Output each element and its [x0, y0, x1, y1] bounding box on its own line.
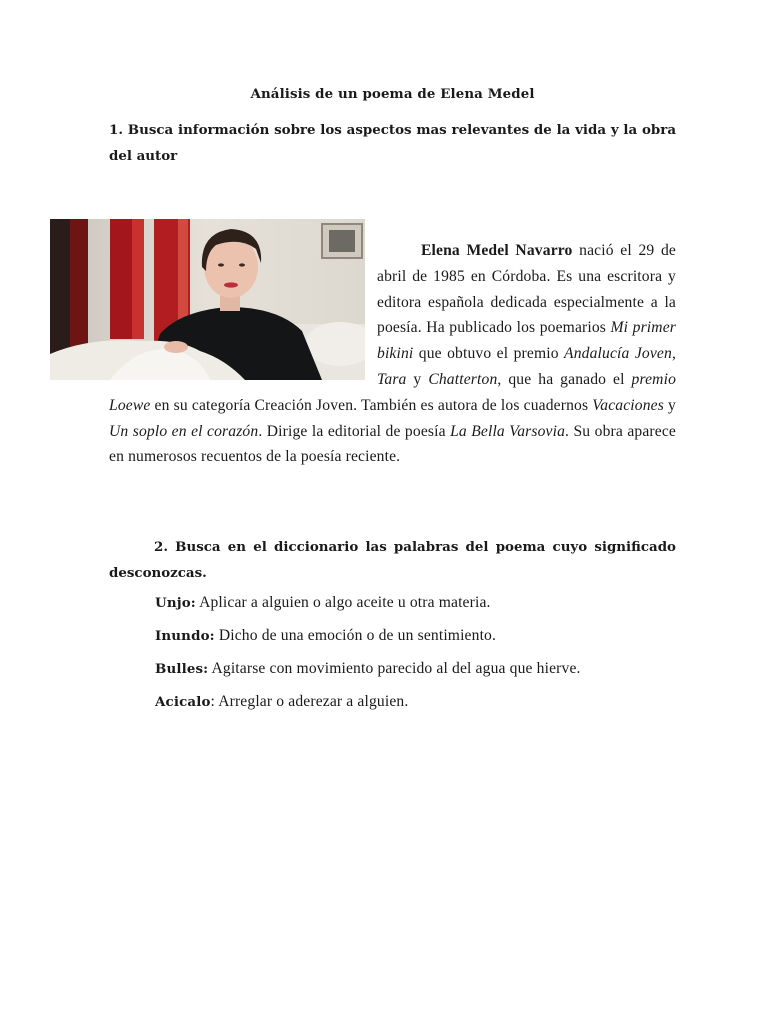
document-title: Análisis de un poema de Elena Medel [250, 86, 535, 102]
bio-text: , que ha ganado el [497, 370, 632, 388]
bio-text: que obtuvo el premio [413, 345, 565, 363]
definition-text: Agitarse con movimiento parecido al del agua que hierve. [208, 660, 581, 677]
prize-name: Andalucía Joven [564, 345, 672, 363]
bio-text: . Dirige la editorial de poesía [258, 422, 451, 440]
bio-text: en su categoría Creación Joven. También es autora de los cuadernos [150, 396, 593, 414]
book-title: Un soplo en el corazón [109, 422, 259, 440]
definition-text: Dicho de una emoción o de un sentimiento. [214, 627, 497, 644]
definition-term: Unjo: [155, 595, 196, 611]
definition-item [155, 594, 491, 612]
bio-text: , [671, 345, 676, 363]
definition-term: Inundo: [155, 628, 215, 644]
definition-item [155, 693, 408, 711]
book-title: Vacaciones [592, 396, 664, 414]
definition-item [155, 627, 496, 645]
book-title: Tara [377, 370, 407, 388]
definition-term: Bulles: [155, 661, 209, 677]
bio-text: nació el 29 de abril de 1985 en Córdoba. Es una escritora y editora española dedicada especialmente a la poesía. Ha publicado los poemarios [377, 242, 676, 337]
book-title: Mi primer bikini [377, 319, 676, 363]
bio-text: y [406, 370, 429, 388]
publisher-name: La Bella Varsovia [450, 422, 566, 440]
definition-text: Aplicar a alguien o algo aceite u otra materia. [195, 594, 491, 611]
photo-spacer [109, 238, 377, 373]
book-title: Chatterton [428, 370, 498, 388]
definition-text: : Arreglar o aderezar a alguien. [210, 693, 409, 710]
author-biography [109, 238, 676, 470]
question-2-text: Busca en el diccionario las palabras del poema cuyo significado desconozcas. [109, 539, 676, 581]
question-2-number: 2. [154, 539, 168, 555]
question-1: 1. Busca información sobre los aspectos mas relevantes de la vida y la obra del autor [109, 122, 676, 164]
bio-text: y [663, 396, 676, 414]
author-name: Elena Medel Navarro [421, 242, 573, 259]
question-2 [109, 534, 676, 586]
prize-name: premio Loewe [109, 370, 677, 414]
definition-term: Acicalo [155, 694, 211, 710]
bio-text: . Su obra aparece en numerosos recuentos de la poesía reciente. [109, 422, 676, 466]
definition-item [155, 660, 581, 678]
